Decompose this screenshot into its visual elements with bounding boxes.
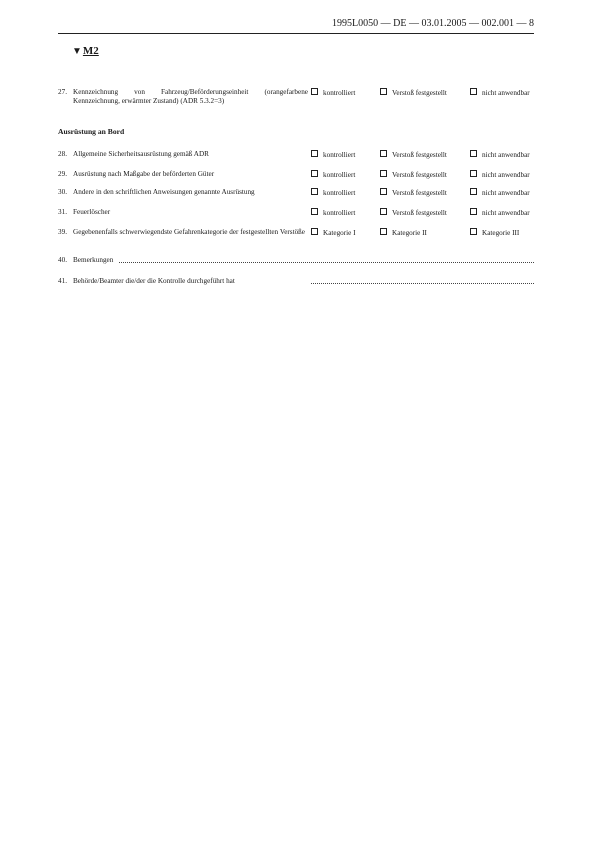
- item-text: Behörde/Beamter die/der die Kontrolle durchgeführt hat: [73, 277, 235, 285]
- option-category-2[interactable]: [380, 228, 427, 238]
- option-category-3[interactable]: [470, 228, 519, 238]
- checkbox-icon[interactable]: [311, 150, 318, 157]
- amendment-label: M2: [82, 45, 99, 57]
- item-text: Ausrüstung nach Maßgabe der beförderten Güter: [73, 170, 215, 178]
- checkbox-icon[interactable]: [470, 88, 477, 95]
- item-text: Allgemeine Sicherheitsausrüstung gemäß ADR: [73, 150, 209, 158]
- item-number: 31.: [58, 208, 67, 216]
- checkbox-icon[interactable]: [470, 208, 477, 215]
- option-label: Kategorie II: [392, 229, 427, 237]
- checkbox-icon[interactable]: [311, 170, 318, 177]
- checkbox-icon[interactable]: [380, 88, 387, 95]
- option-label: kontrolliert: [323, 171, 356, 179]
- option-not-applicable[interactable]: [470, 208, 530, 218]
- option-label: nicht anwendbar: [482, 209, 530, 217]
- checkbox-icon[interactable]: [311, 188, 318, 195]
- remarks-entry-line[interactable]: [119, 262, 534, 263]
- authority-entry-line[interactable]: [311, 283, 534, 284]
- item-text: Bemerkungen: [73, 256, 114, 264]
- checkbox-icon[interactable]: [311, 208, 318, 215]
- item-text: Andere in den schriftlichen Anweisungen genannte Ausrüstung: [73, 188, 255, 196]
- option-violation[interactable]: [380, 150, 447, 160]
- option-violation[interactable]: [380, 208, 447, 218]
- checkbox-icon[interactable]: [470, 228, 477, 235]
- checkbox-icon[interactable]: [380, 208, 387, 215]
- option-violation[interactable]: [380, 170, 447, 180]
- checkbox-icon[interactable]: [311, 228, 318, 235]
- item-number: 40.: [58, 256, 67, 264]
- option-checked[interactable]: [311, 188, 355, 198]
- option-label: nicht anwendbar: [482, 89, 530, 97]
- option-label: kontrolliert: [323, 189, 356, 197]
- option-label: nicht anwendbar: [482, 171, 530, 179]
- option-checked[interactable]: [311, 150, 355, 160]
- option-label: nicht anwendbar: [482, 151, 530, 159]
- option-violation[interactable]: [380, 188, 447, 198]
- item-number: 30.: [58, 188, 67, 196]
- triangle-down-icon: ▼: [72, 46, 82, 57]
- option-label: Verstoß festgestellt: [392, 151, 447, 159]
- checkbox-icon[interactable]: [470, 188, 477, 195]
- checkbox-icon[interactable]: [470, 150, 477, 157]
- checkbox-icon[interactable]: [380, 228, 387, 235]
- item-text: Kennzeichnung von Fahrzeug/Beförderungseinheit (orangefarbene Kennzeichnung, erwärmter Zustand) (ADR 5.3.2=3): [73, 88, 308, 106]
- option-not-applicable[interactable]: [470, 150, 530, 160]
- option-category-1[interactable]: [311, 228, 356, 238]
- item-text: Feuerlöscher: [73, 208, 111, 216]
- option-label: nicht anwendbar: [482, 189, 530, 197]
- section-title: Ausrüstung an Bord: [58, 127, 125, 136]
- checkbox-icon[interactable]: [380, 150, 387, 157]
- page-header: [58, 17, 534, 34]
- checkbox-icon[interactable]: [380, 188, 387, 195]
- item-number: 41.: [58, 277, 67, 285]
- option-label: Kategorie III: [482, 229, 520, 237]
- option-label: Kategorie I: [323, 229, 356, 237]
- checkbox-icon[interactable]: [470, 170, 477, 177]
- item-number: 29.: [58, 170, 67, 178]
- option-not-applicable[interactable]: [470, 170, 530, 180]
- option-checked[interactable]: [311, 208, 355, 218]
- option-label: Verstoß festgestellt: [392, 209, 447, 217]
- option-label: Verstoß festgestellt: [392, 189, 447, 197]
- item-number: 39.: [58, 228, 67, 236]
- amendment-marker: [72, 45, 99, 57]
- option-label: Verstoß festgestellt: [392, 171, 447, 179]
- option-violation[interactable]: [380, 88, 447, 98]
- option-label: kontrolliert: [323, 151, 356, 159]
- option-checked[interactable]: [311, 170, 355, 180]
- option-not-applicable[interactable]: [470, 188, 530, 198]
- document-reference: 1995L0050 — DE — 03.01.2005 — 002.001 — 8: [332, 18, 534, 29]
- option-checked[interactable]: [311, 88, 355, 98]
- checkbox-icon[interactable]: [311, 88, 318, 95]
- option-label: kontrolliert: [323, 209, 356, 217]
- checkbox-icon[interactable]: [380, 170, 387, 177]
- option-not-applicable[interactable]: [470, 88, 530, 98]
- item-text: Gegebenenfalls schwerwiegendste Gefahrenkategorie der festgestellten Verstöße: [73, 228, 305, 236]
- item-number: 28.: [58, 150, 67, 158]
- option-label: kontrolliert: [323, 89, 356, 97]
- item-number: 27.: [58, 88, 67, 96]
- option-label: Verstoß festgestellt: [392, 89, 447, 97]
